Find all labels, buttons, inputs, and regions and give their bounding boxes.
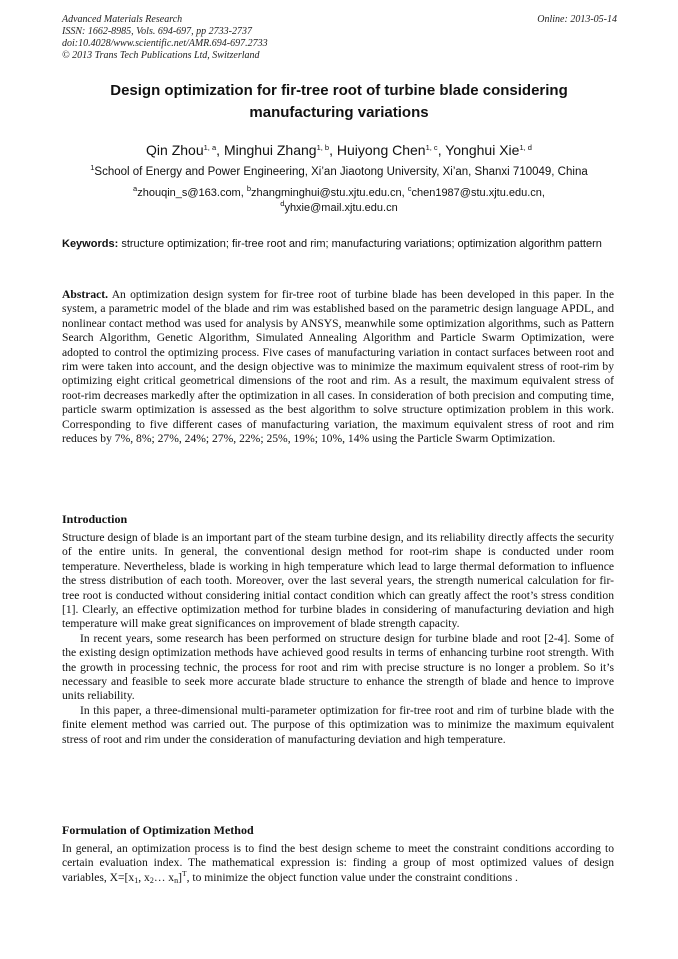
author-name: Qin Zhou	[146, 142, 204, 158]
online-date: Online: 2013-05-14	[537, 14, 617, 25]
subscript: 1	[134, 875, 139, 885]
author-list: Qin Zhou$^{1, a}$, Minghui Zhang$^{1, b}$, Huiyong Chen$^{1, c}$, Yonghui Xie$^{1, d}$	[146, 142, 532, 158]
paragraph-text: , to minimize the object function value under the constraint conditions .	[186, 870, 518, 884]
author-affil-mark: 1, b	[316, 143, 330, 152]
email-address[interactable]: yhxie@mail.xjtu.edu.cn	[284, 202, 398, 214]
keywords	[62, 237, 614, 252]
affiliation	[62, 165, 616, 180]
keywords-text: structure optimization; fir-tree root and rim; manufacturing variations; optimization algorithm pattern	[121, 238, 602, 250]
formulation-section	[62, 823, 614, 885]
email-mark: d	[280, 199, 285, 208]
email-address[interactable]: chen1987@stu.xjtu.edu.cn,	[411, 187, 545, 199]
journal-header	[62, 14, 617, 62]
paragraph	[62, 842, 614, 885]
email-mark: c	[407, 184, 412, 193]
superscript: T	[181, 868, 187, 878]
paragraph-text: In general, an optimization process is to find the best design scheme to meet the constraint conditions according to certain evaluation index. The mathematical expression is: finding a group of most optimized values of design variables, X=[x	[62, 842, 614, 884]
section-heading: Introduction	[62, 512, 128, 526]
email-address[interactable]: zhouqin_s@163.com,	[137, 187, 247, 199]
email-list	[62, 186, 616, 216]
author-affil-mark: 1, c	[425, 143, 438, 152]
issn-line: ISSN: 1662-8985, Vols. 694-697, pp 2733-2737	[62, 26, 252, 37]
author-affil-mark: 1, d	[519, 143, 532, 152]
paragraph-text: … x	[153, 870, 175, 884]
introduction-section	[62, 512, 614, 747]
paragraph-text: ]	[178, 870, 182, 884]
abstract-text: An optimization design system for fir-tree root of turbine blade has been developed in this paper. In the system, a parametric model of the blade and rim was established based on the parametric design language APDL, and nonlinear contact method was used for analysis by ANSYS, meanwhile some optimization algorithms, such as Pattern Search Algorithm, Genetic Algorithm, Simulated Annealing Algorithm and Particle Swarm Optimization, were adopted to control the optimizing process. Five cases of manufacturing variation in contact surfaces between root and rim were taken into account, and the design objective was to minimize the maximum equivalent stress of root-rim by optimizing eight critical geometrical dimensions of the root and rim. As a result, the maximum equivalent stress of root-rim decreases markedly after the optimization in all cases. In consideration of both precision and computing time, particle swarm optimization is assessed as the best algorithm to solve structure optimization problem in this work. Corresponding to five different cases of manufacturing variation, the maximum equivalent stress of root and rim reduces by 7%, 8%; 27%, 24%; 27%, 22%; 25%, 19%; 10%, 14% using the Particle Swarm Optimization.	[62, 288, 614, 446]
author-name: Yonghui Xie	[445, 142, 520, 158]
email-mark: b	[246, 184, 252, 193]
abstract-label: Abstract.	[62, 288, 109, 301]
email-address[interactable]: zhangminghui@stu.xjtu.edu.cn,	[251, 187, 408, 199]
paragraph: In recent years, some research has been performed on structure design for turbine blade and root [2-4]. Some of the existing design optimization methods have achieved good results in terms of enhancing turbine root strength. With the growth in processing technic, the process for root and rim with precise structure is no longer a problem. So it’s necessary and feasible to seek more accurate blade structure to enhance the strength of blade and hence to improve units reliability.	[62, 631, 614, 703]
affiliation-mark: 1	[90, 163, 95, 172]
subscript: 2	[149, 875, 154, 885]
paragraph: In this paper, a three-dimensional multi-parameter optimization for fir-tree root and rim of turbine blade with the finite element method was carried out. The purpose of this optimization was to minimize the maximum equivalent stress of root and rim under the consideration of manufacturing deviation and high temperature.	[62, 703, 614, 746]
affiliation-text: School of Energy and Power Engineering, Xi’an Jiaotong University, Xi’an, Shanxi 710049, China	[94, 166, 588, 178]
author-name: Minghui Zhang	[223, 142, 317, 158]
author-name: Huiyong Chen	[336, 142, 426, 158]
paragraph-text: , x	[138, 870, 150, 884]
copyright-line: © 2013 Trans Tech Publications Ltd, Switzerland	[62, 50, 260, 61]
keywords-label: Keywords:	[62, 238, 119, 250]
author-affil-mark: 1, a	[203, 143, 217, 152]
abstract	[62, 288, 614, 446]
paper-title: Design optimization for fir-tree root of turbine blade considering manufacturing variations	[110, 82, 568, 121]
doi-line: doi:10.4028/www.scientific.net/AMR.694-697.2733	[62, 38, 268, 49]
paragraph: Structure design of blade is an important part of the steam turbine design, and its reliability directly affects the security of the entire units. In general, the conventional design method for root-rim shape is conducted under room temperature. Nevertheless, blade is working in high temperature which lead to large thermal deformation to influence the stress distribution of each tooth. Moreover, over the last several years, the strength numerical calculation for fir-tree root is conducted without considering initial contact condition which can greatly affect the root’s stress condition [1]. Clearly, an effective optimization method for turbine blades in considering of manufacturing deviation and high temperature will make great significances on improvement of blade strength capacity.	[62, 531, 614, 631]
section-heading: Formulation of Optimization Method	[62, 823, 254, 837]
journal-name: Advanced Materials Research	[62, 14, 183, 25]
subscript: n	[174, 875, 179, 885]
email-mark: a	[133, 184, 138, 193]
